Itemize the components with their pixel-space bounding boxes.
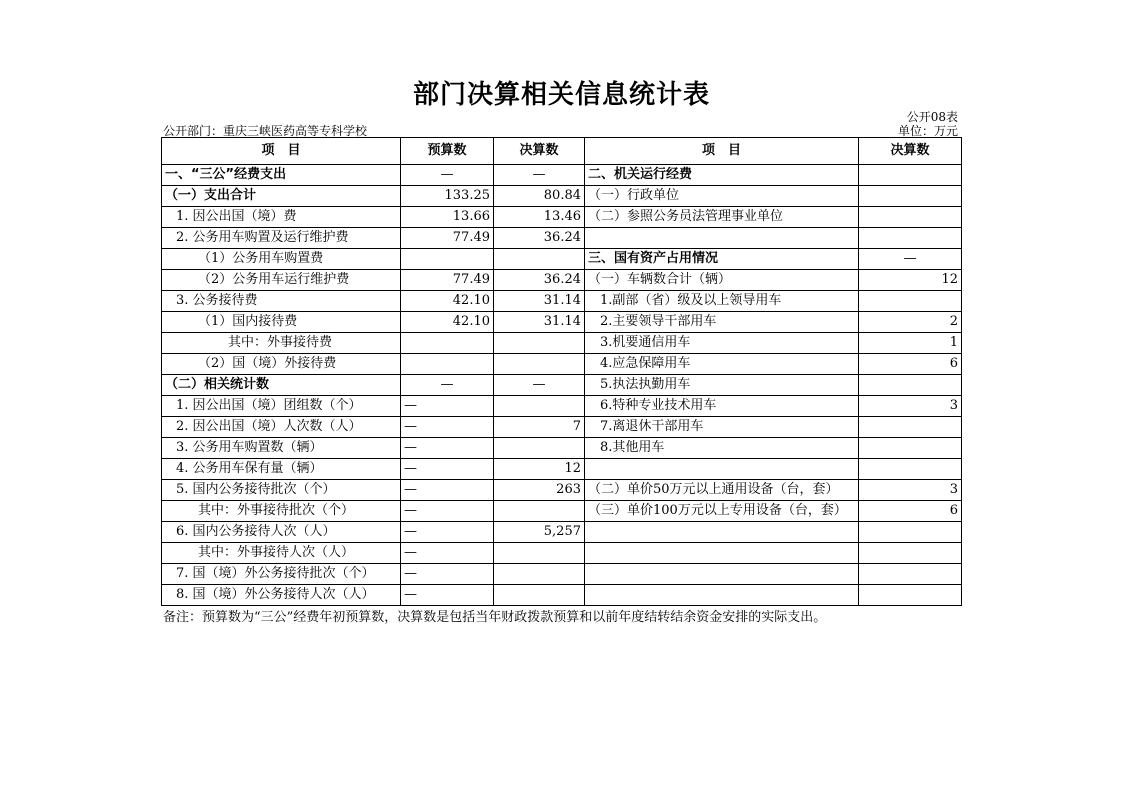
right-value: 2: [859, 312, 962, 333]
budget-cell: —: [401, 585, 494, 606]
table-row: [162, 186, 962, 207]
budget-cell: —: [401, 564, 494, 585]
budget-cell: [401, 354, 494, 375]
table-row: [162, 165, 962, 186]
column-header-actual: 决算数: [494, 138, 585, 165]
right-label: （三）单价100万元以上专用设备（台，套）: [585, 501, 859, 522]
right-label: （二）参照公务员法管理事业单位: [585, 207, 859, 228]
right-value: 6: [859, 354, 962, 375]
row-label: 5. 国内公务接待批次（个）: [162, 480, 401, 501]
table-row: [162, 312, 962, 333]
budget-cell: [401, 333, 494, 354]
table-row: [162, 354, 962, 375]
table-row: [162, 585, 962, 606]
right-label: 三、国有资产占用情况: [585, 249, 859, 270]
department-label: 公开部门：重庆三峡医药高等专科学校: [163, 124, 368, 138]
actual-cell: —: [494, 165, 585, 186]
right-value: [859, 207, 962, 228]
right-value: [859, 438, 962, 459]
right-label: 二、机关运行经费: [585, 165, 859, 186]
actual-cell: [494, 585, 585, 606]
right-label: 1.副部（省）级及以上领导用车: [585, 291, 859, 312]
budget-cell: —: [401, 396, 494, 417]
right-value: [859, 564, 962, 585]
right-value: 3: [859, 396, 962, 417]
right-label: [585, 564, 859, 585]
table-code: 公开08表: [906, 110, 958, 124]
table-row: [162, 249, 962, 270]
row-label: （二）相关统计数: [162, 375, 401, 396]
row-label: 其中：外事接待批次（个）: [162, 501, 401, 522]
table-row: [162, 333, 962, 354]
budget-cell: —: [401, 375, 494, 396]
budget-cell: —: [401, 501, 494, 522]
row-label: 6. 国内公务接待人次（人）: [162, 522, 401, 543]
right-value: [859, 186, 962, 207]
table-row: [162, 438, 962, 459]
actual-cell: 36.24: [494, 228, 585, 249]
budget-cell: 77.49: [401, 228, 494, 249]
right-value: 12: [859, 270, 962, 291]
right-label: [585, 228, 859, 249]
column-header-item-right: 项 目: [585, 138, 859, 165]
right-label: 6.特种专业技术用车: [585, 396, 859, 417]
row-label: 其中：外事接待人次（人）: [162, 543, 401, 564]
row-label: 4. 公务用车保有量（辆）: [162, 459, 401, 480]
right-value: 3: [859, 480, 962, 501]
right-value: [859, 375, 962, 396]
table-row: [162, 417, 962, 438]
right-label: （一）车辆数合计（辆）: [585, 270, 859, 291]
actual-cell: 31.14: [494, 312, 585, 333]
column-header-actual-right: 决算数: [859, 138, 962, 165]
budget-cell: —: [401, 438, 494, 459]
row-label: （1）国内接待费: [162, 312, 401, 333]
right-label: [585, 459, 859, 480]
right-label: 5.执法执勤用车: [585, 375, 859, 396]
table-row: [162, 228, 962, 249]
row-label: 一、“三公”经费支出: [162, 165, 401, 186]
budget-cell: [401, 249, 494, 270]
actual-cell: [494, 249, 585, 270]
actual-cell: 13.46: [494, 207, 585, 228]
actual-cell: 263: [494, 480, 585, 501]
actual-cell: 5,257: [494, 522, 585, 543]
table-row: [162, 564, 962, 585]
table-row: [162, 375, 962, 396]
right-value: [859, 459, 962, 480]
right-label: [585, 543, 859, 564]
right-value: 1: [859, 333, 962, 354]
column-header-budget: 预算数: [401, 138, 494, 165]
table-header-row: [162, 138, 962, 165]
table-row: [162, 396, 962, 417]
budget-cell: 133.25: [401, 186, 494, 207]
table-row: [162, 207, 962, 228]
right-label: （一）行政单位: [585, 186, 859, 207]
actual-cell: 36.24: [494, 270, 585, 291]
right-label: 3.机要通信用车: [585, 333, 859, 354]
right-value: [859, 291, 962, 312]
actual-cell: [494, 438, 585, 459]
row-label: 7. 国（境）外公务接待批次（个）: [162, 564, 401, 585]
right-value: 6: [859, 501, 962, 522]
page-title: 部门决算相关信息统计表: [412, 80, 710, 110]
budget-cell: —: [401, 543, 494, 564]
right-value: [859, 543, 962, 564]
row-label: 其中：外事接待费: [162, 333, 401, 354]
actual-cell: [494, 543, 585, 564]
row-label: 3. 公务接待费: [162, 291, 401, 312]
table-row: [162, 270, 962, 291]
statistics-table: [161, 137, 962, 606]
table-row: [162, 501, 962, 522]
footnote: 备注：预算数为“三公”经费年初预算数，决算数是包括当年财政拨款预算和以前年度结转结余资金安排的实际支出。: [163, 610, 827, 625]
table-row: [162, 459, 962, 480]
budget-cell: —: [401, 417, 494, 438]
row-label: 2. 因公出国（境）人次数（人）: [162, 417, 401, 438]
row-label: 1. 因公出国（境）团组数（个）: [162, 396, 401, 417]
row-label: 8. 国（境）外公务接待人次（人）: [162, 585, 401, 606]
actual-cell: [494, 501, 585, 522]
actual-cell: 12: [494, 459, 585, 480]
row-label: （一）支出合计: [162, 186, 401, 207]
budget-cell: 42.10: [401, 312, 494, 333]
actual-cell: 7: [494, 417, 585, 438]
actual-cell: [494, 333, 585, 354]
table-row: [162, 480, 962, 501]
right-value: [859, 165, 962, 186]
row-label: 3. 公务用车购置数（辆）: [162, 438, 401, 459]
budget-cell: —: [401, 522, 494, 543]
actual-cell: [494, 354, 585, 375]
budget-cell: —: [401, 480, 494, 501]
right-label: 2.主要领导干部用车: [585, 312, 859, 333]
row-label: 1. 因公出国（境）费: [162, 207, 401, 228]
table-row: [162, 291, 962, 312]
right-label: （二）单价50万元以上通用设备（台，套）: [585, 480, 859, 501]
right-label: [585, 522, 859, 543]
unit-label: 单位：万元: [897, 124, 958, 138]
right-label: 8.其他用车: [585, 438, 859, 459]
right-value: [859, 585, 962, 606]
right-label: 7.离退休干部用车: [585, 417, 859, 438]
budget-cell: 13.66: [401, 207, 494, 228]
table-row: [162, 543, 962, 564]
budget-cell: 42.10: [401, 291, 494, 312]
right-value: [859, 228, 962, 249]
actual-cell: 31.14: [494, 291, 585, 312]
right-label: [585, 585, 859, 606]
actual-cell: [494, 564, 585, 585]
right-value: [859, 522, 962, 543]
right-value: [859, 417, 962, 438]
actual-cell: [494, 396, 585, 417]
row-label: 2. 公务用车购置及运行维护费: [162, 228, 401, 249]
right-label: 4.应急保障用车: [585, 354, 859, 375]
row-label: （1）公务用车购置费: [162, 249, 401, 270]
budget-cell: —: [401, 459, 494, 480]
column-header-item: 项 目: [162, 138, 401, 165]
actual-cell: —: [494, 375, 585, 396]
right-value: —: [859, 249, 962, 270]
budget-cell: 77.49: [401, 270, 494, 291]
row-label: （2）国（境）外接待费: [162, 354, 401, 375]
table-row: [162, 522, 962, 543]
actual-cell: 80.84: [494, 186, 585, 207]
row-label: （2）公务用车运行维护费: [162, 270, 401, 291]
budget-cell: —: [401, 165, 494, 186]
